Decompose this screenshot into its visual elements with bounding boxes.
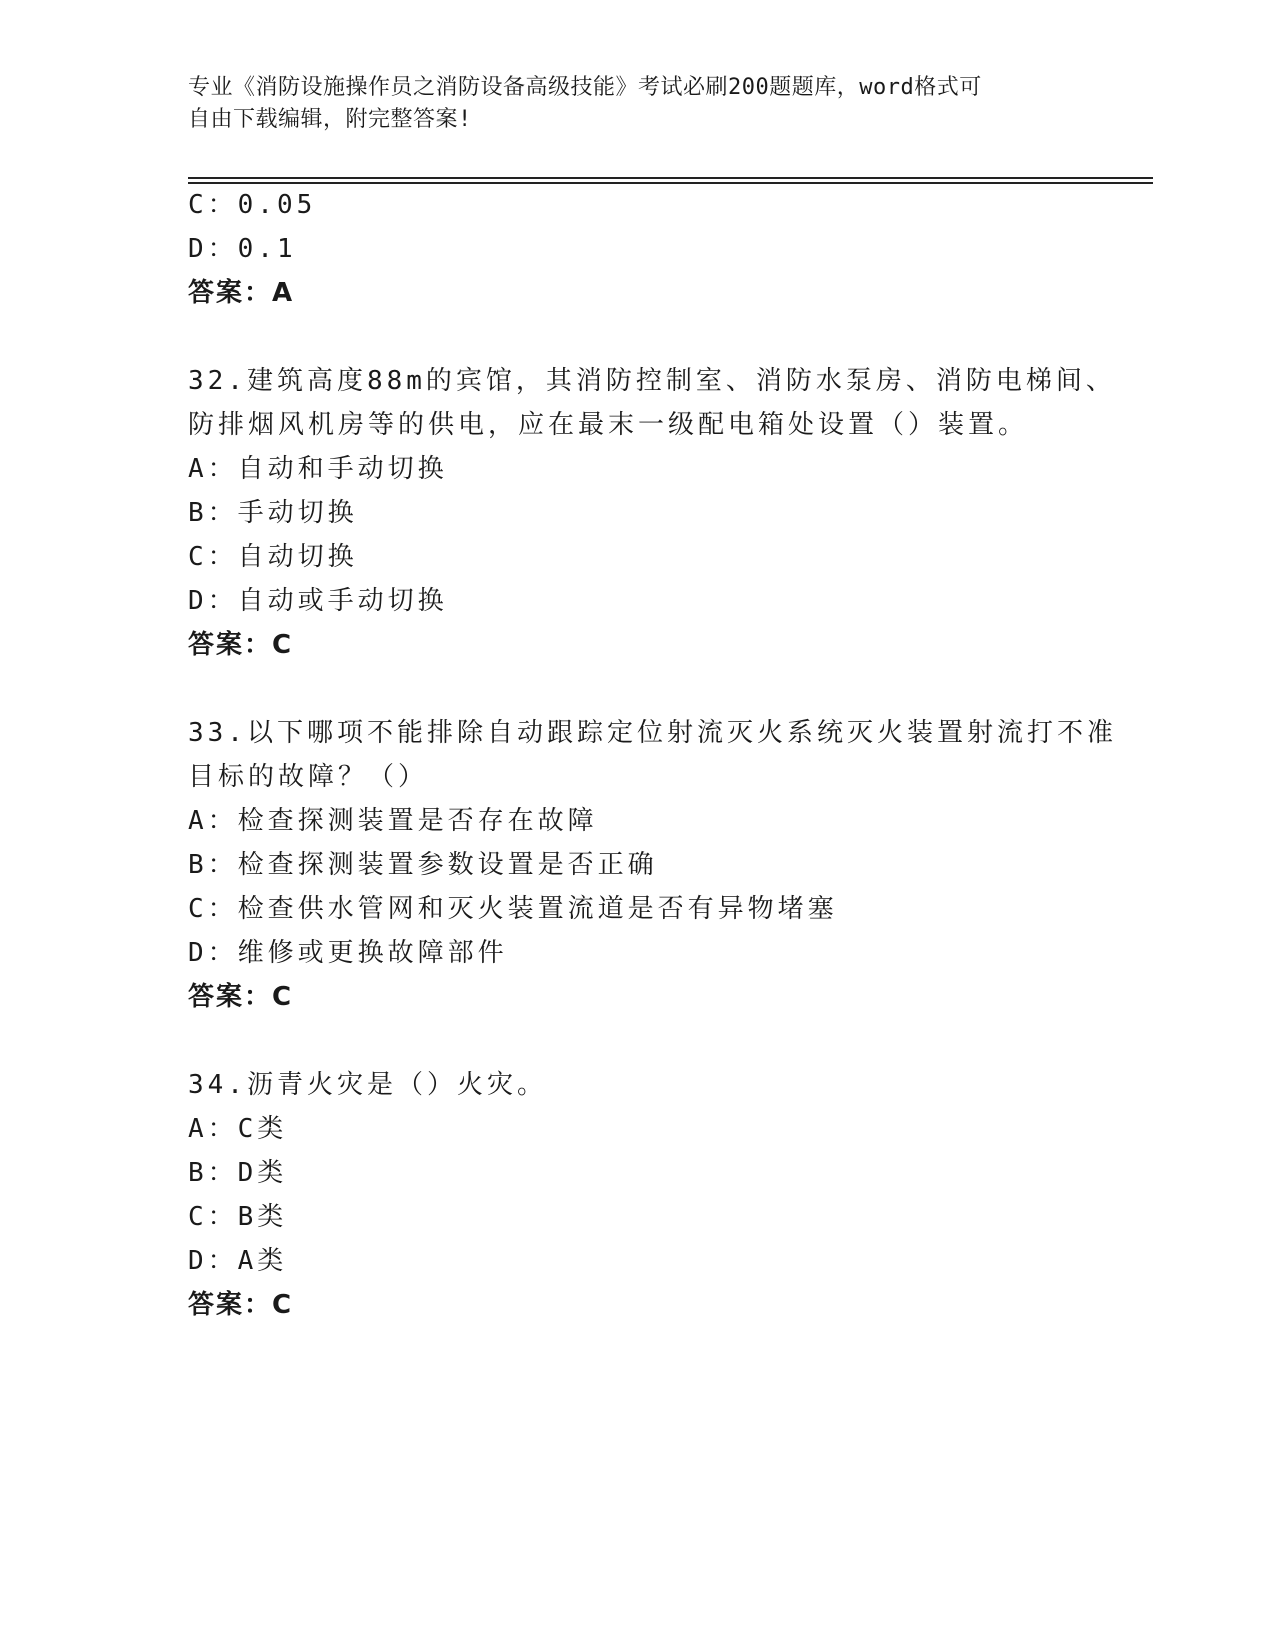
q32-stem-line-1: 32.建筑高度88m的宾馆，其消防控制室、消防水泵房、消防电梯间、 [188,366,1116,396]
q32-answer: 答案：C [188,630,294,660]
prev-option-c: C：0.05 [188,190,317,220]
document-header [188,72,1088,136]
q33-stem-line-2: 目标的故障？（） [188,762,429,792]
q34-stem-line-1: 34.沥青火灾是（）火灾。 [188,1070,547,1100]
q34-option-b: B：D类 [188,1158,288,1188]
q33-stem-line-1: 33.以下哪项不能排除自动跟踪定位射流灭火系统灭火装置射流打不准 [188,718,1117,748]
q32-stem-line-2: 防排烟风机房等的供电，应在最末一级配电箱处设置（）装置。 [188,410,1029,440]
q32-option-b: B：手动切换 [188,498,358,528]
q34-option-a: A：C类 [188,1114,288,1144]
q33-option-d: D：维修或更换故障部件 [188,938,508,968]
q34-answer: 答案：C [188,1290,294,1320]
q32-option-c: C：自动切换 [188,542,358,572]
header-rule-bottom [188,182,1153,184]
q33-option-a: A：检查探测装置是否存在故障 [188,806,598,836]
q33-option-b: B：检查探测装置参数设置是否正确 [188,850,658,880]
q33-answer: 答案：C [188,982,294,1012]
q34-option-d: D：A类 [188,1246,288,1276]
prev-answer: 答案：A [188,278,295,308]
q32-option-d: D：自动或手动切换 [188,586,448,616]
q33-option-c: C：检查供水管网和灭火装置流道是否有异物堵塞 [188,894,838,924]
q32-option-a: A：自动和手动切换 [188,454,448,484]
header-line-2: 自由下载编辑，附完整答案! [188,107,472,132]
prev-option-d: D：0.1 [188,234,297,264]
q34-option-c: C：B类 [188,1202,288,1232]
header-rule-top [188,177,1153,179]
header-line-1: 专业《消防设施操作员之消防设备高级技能》考试必刷200题题库，word格式可 [188,75,982,100]
